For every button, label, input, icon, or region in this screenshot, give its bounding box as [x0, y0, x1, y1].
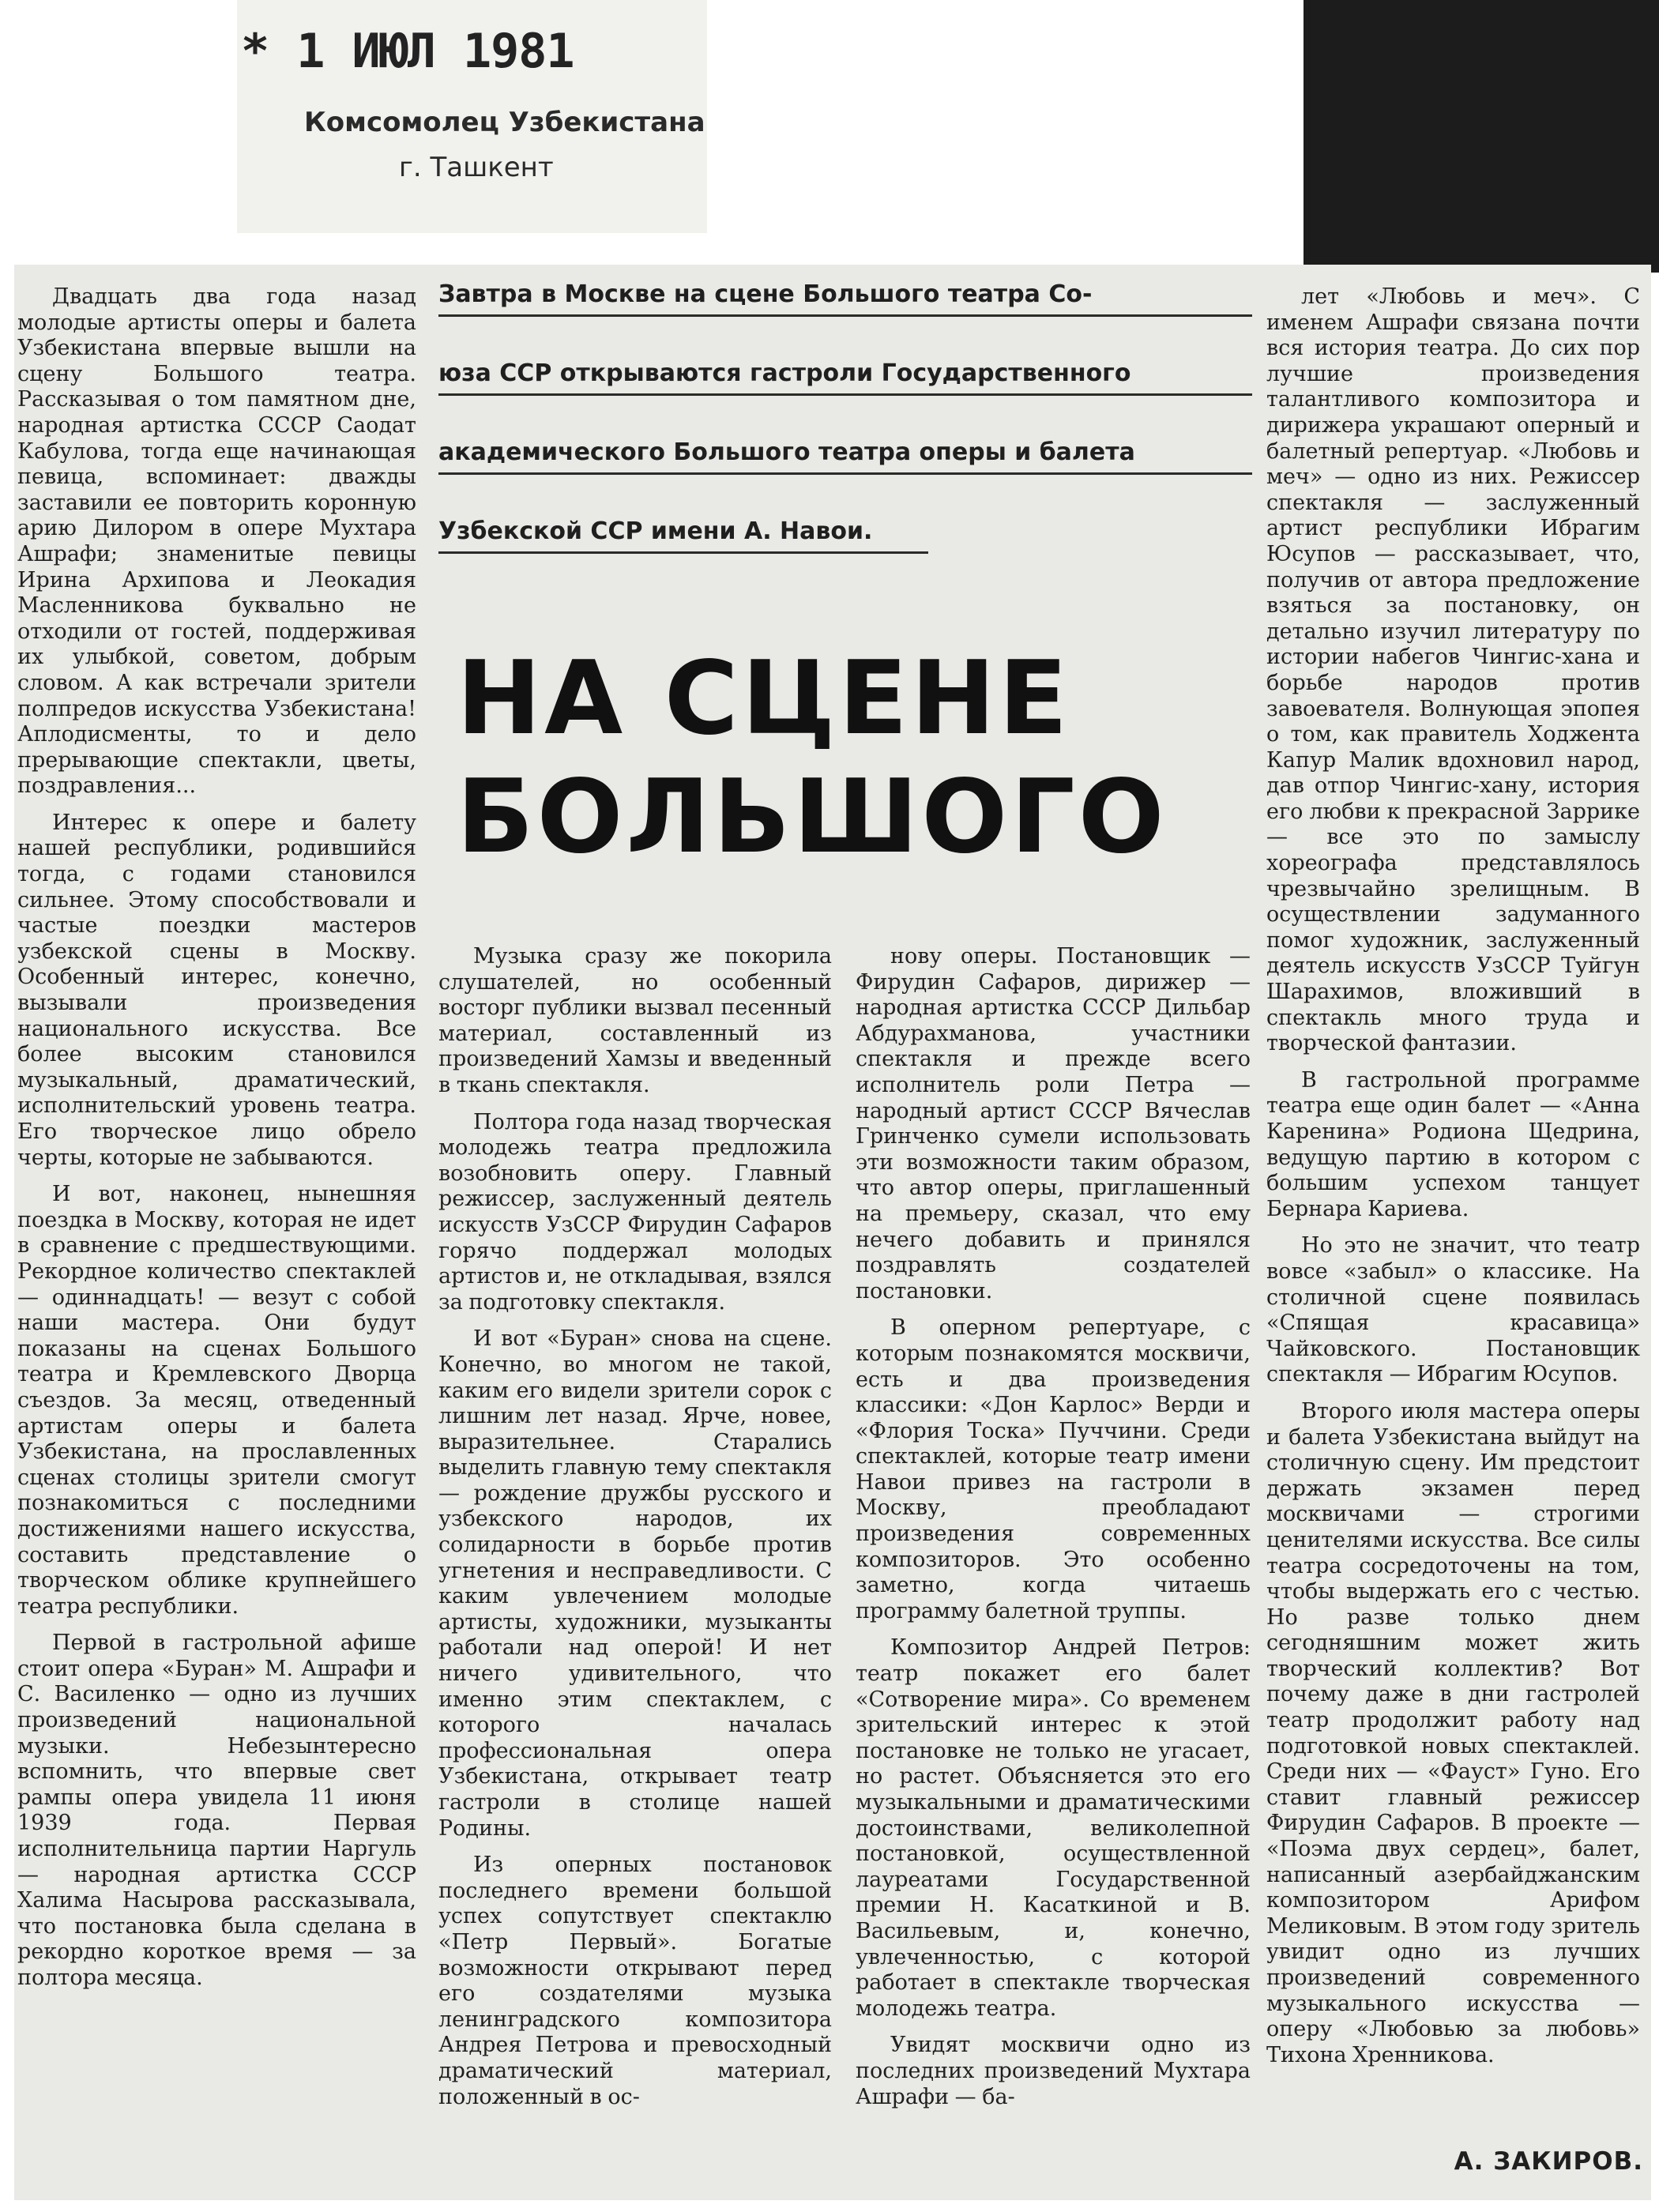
paragraph: Увидят москвичи одно из последних произведений Мухтара Ашрафи — ба-: [856, 2033, 1251, 2109]
lead-line: Узбекской ССР имени А. Навои.: [438, 517, 928, 554]
paragraph: Первой в гастрольной афише стоит опера «Буран» М. Ашрафи и С. Василенко — одно из лучших произведений национальной музыки. Небезынтересно вспомнить, что впервые свет рампы опера увидела 11 июня 1939 года. Первая исполнительница партии Наргуль — народная артистка СССР Халима Насырова рассказывала, что постановка была сделана в рекордно короткое время — за полтора месяца.: [17, 1631, 416, 1990]
paragraph: Из оперных постановок последнего времени большой успех сопутствует спектаклю «Петр Первый». Богатые возможности открывают перед его создателями музыка ленинградского композитора Андрея Петрова и превосходный драматический материал, положенный в ос-: [438, 1853, 832, 2109]
paragraph: Второго июля мастера оперы и балета Узбекистана выйдут на столичную сцену. Им предстоит держать экзамен перед москвичами — строгими ценителями искусства. Все силы театра сосредоточены на том, чтобы выдержать его с честью. Но разве только днем сегодняшним может жить творческий коллектив? Вот почему даже в дни гастролей театр продолжит работу над подготовкой новых спектаклей. Среди них — «Фауст» Гуно. Его ставит главный режиссер Фирудин Сафаров. В проекте — «Поэма двух сердец», балет, написанный азербайджанским композитором Арифом Меликовым. В этом году зритель увидит одно из лучших произведений современного музыкального искусства — оперу «Любовью за любовь» Тихона Хренникова.: [1266, 1398, 1640, 2067]
stamp-date: * 1 ИЮЛ 1981: [241, 24, 574, 79]
paragraph: И вот, наконец, нынешняя поездка в Москву, которая не идет в сравнение с предшествующими. Рекордное количество спектаклей — одиннадцать! — везут с собой наши мастера. Они будут показаны на сценах Большого театра и Кремлевского Дворца съездов. За месяц, отведенный артистам оперы и балета Узбекистана, на прославленных сценах столицы зрители смогут познакомиться с последними достижениями нашего искусства, составить представление о творческом облике крупнейшего театра республики.: [17, 1182, 416, 1619]
paragraph: В гастрольной программе театра еще один балет — «Анна Каренина» Родиона Щедрина, ведущую партию в котором с большим успехом танцует Бернара Кариева.: [1266, 1067, 1640, 1221]
headline-line-1: НА СЦЕНЕ: [457, 640, 1071, 758]
paragraph: Композитор Андрей Петров: театр покажет его балет «Сотворение мира». Со временем зрительский интерес к этой постановке не только не угасает, но растет. Объясняется это его музыкальными и драматическими достоинствами, великолепной постановкой, осуществленной лауреатами Государственной премии Н. Касаткиной и В. Васильевым, и, конечно, увлеченностью, с которой работает в спектакле творческая молодежь театра.: [856, 1635, 1251, 2021]
paragraph: лет «Любовь и меч». С именем Ашрафи связана почти вся история театра. До сих пор лучшие произведения талантливого композитора и дирижера украшают оперный и балетный репертуар. «Любовь и меч» — одно из них. Режиссер спектакля — заслуженный артист республики Ибрагим Юсупов — рассказывает, что, получив от автора предложение взяться за постановку, он детально изучил литературу по истории набегов Чингис-хана и борьбе народов против завоевателя. Волнующая эпопея о том, как правитель Ходжента Капур Малик вдохновил народ, дав отпор Чингис-хану, история его любви к прекрасной Заррике — все это по замыслу хореографа представлялось чрезвычайно зрелищным. В осуществлении задуманного помог художник, заслуженный деятель искусств УзССР Туйгун Шарахимов, вложивший в спектакль много труда и творческой фантазии.: [1266, 284, 1640, 1056]
paragraph: Но это не значит, что театр вовсе «забыл» о классике. На столичной сцене появилась «Спящая красавица» Чайковского. Постановщик спектакля — Ибрагим Юсупов.: [1266, 1233, 1640, 1387]
paragraph: Полтора года назад творческая молодежь театра предложила возобновить оперу. Главный режиссер, заслуженный деятель искусств УзССР Фирудин Сафаров горячо поддержал молодых артистов и, не откладывая, взялся за подготовку спектакля.: [438, 1109, 832, 1315]
stamp-newspaper-name: Комсомолец Узбекистана: [304, 107, 705, 138]
article-column-1: [17, 284, 416, 1992]
article-column-3: [856, 944, 1251, 2110]
lead-line: Завтра в Москве на сцене Большого театра Со-: [438, 280, 1252, 317]
paragraph: И вот «Буран» снова на сцене. Конечно, во многом не такой, каким его видели зрители сорок с лишним лет назад. Ярче, новее, выразительнее. Старались выделить главную тему спектакля — рождение дружбы русского и узбекского народов, их солидарности в борьбе против угнетения и несправедливости. С каким увлечением молодые артисты, художники, музыканты работали над оперой! И нет ничего удивительного, что именно этим спектаклем, с которого началась профессиональная опера Узбекистана, открывает театр гастроли в столице нашей Родины.: [438, 1326, 832, 1841]
stamp-city: г. Ташкент: [399, 152, 554, 183]
paragraph: Интерес к опере и балету нашей республики, родившийся тогда, с годами становился сильнее. Этому способствовали и частые поездки мастеров узбекской сцены в Москву. Особенный интерес, конечно, вызывали произведения национального искусства. Все более высоким становился музыкальный, драматический, исполнительский уровень театра. Его творческое лицо обрело черты, которые не забываются.: [17, 810, 416, 1170]
paragraph: Музыка сразу же покорила слушателей, но особенный восторг публики вызвал песенный материал, составленный из произведений Хамзы и введенный в ткань спектакля.: [438, 944, 832, 1097]
dark-background-corner: [1304, 0, 1659, 273]
article-column-4: [1266, 284, 1640, 2068]
headline-line-2: БОЛЬШОГО: [457, 758, 1168, 876]
lead-line: академического Большого театра оперы и балета: [438, 438, 1252, 475]
paragraph: нову оперы. Постановщик — Фирудин Сафаров, дирижер — народная артистка СССР Дильбар Абдурахманова, участники спектакля и прежде всего исполнитель роли Петра — народный артист СССР Вячеслав Гринченко сумели использовать эти возможности таким образом, что автор оперы, приглашенный на премьеру, сказал, что ему нечего добавить и принялся поздравлять создателей постановки.: [856, 944, 1251, 1304]
article-column-2: [438, 944, 832, 2110]
headline: [457, 640, 1247, 877]
author-signature: А. ЗАКИРОВ.: [1454, 2147, 1643, 2176]
lead-line: юза ССР открываются гастроли Государственного: [438, 359, 1252, 396]
paragraph: Двадцать два года назад молодые артисты оперы и балета Узбекистана впервые вышли на сцену Большого театра. Рассказывая о том памятном дне, народная артистка СССР Саодат Кабулова, тогда еще начинающая певица, вспоминает: дважды заставили ее повторить коронную арию Дилором в опере Мухтара Ашрафи; знаменитые певицы Ирина Архипова и Леокадия Масленникова буквально не отходили от гостей, поддерживая их улыбкой, советом, добрым словом. А как встречали зрители полпредов искусства Узбекистана! Аплодисменты, то и дело прерывающие спектакли, цветы, поздравления...: [17, 284, 416, 799]
paragraph: В оперном репертуаре, с которым познакомятся москвичи, есть и два произведения классики: «Дон Карлос» Верди и «Флория Тоска» Пуччини. Среди спектаклей, которые театр имени Навои привез на гастроли в Москву, преобладают произведения современных композиторов. Это особенно заметно, когда читаешь программу балетной труппы.: [856, 1315, 1251, 1623]
